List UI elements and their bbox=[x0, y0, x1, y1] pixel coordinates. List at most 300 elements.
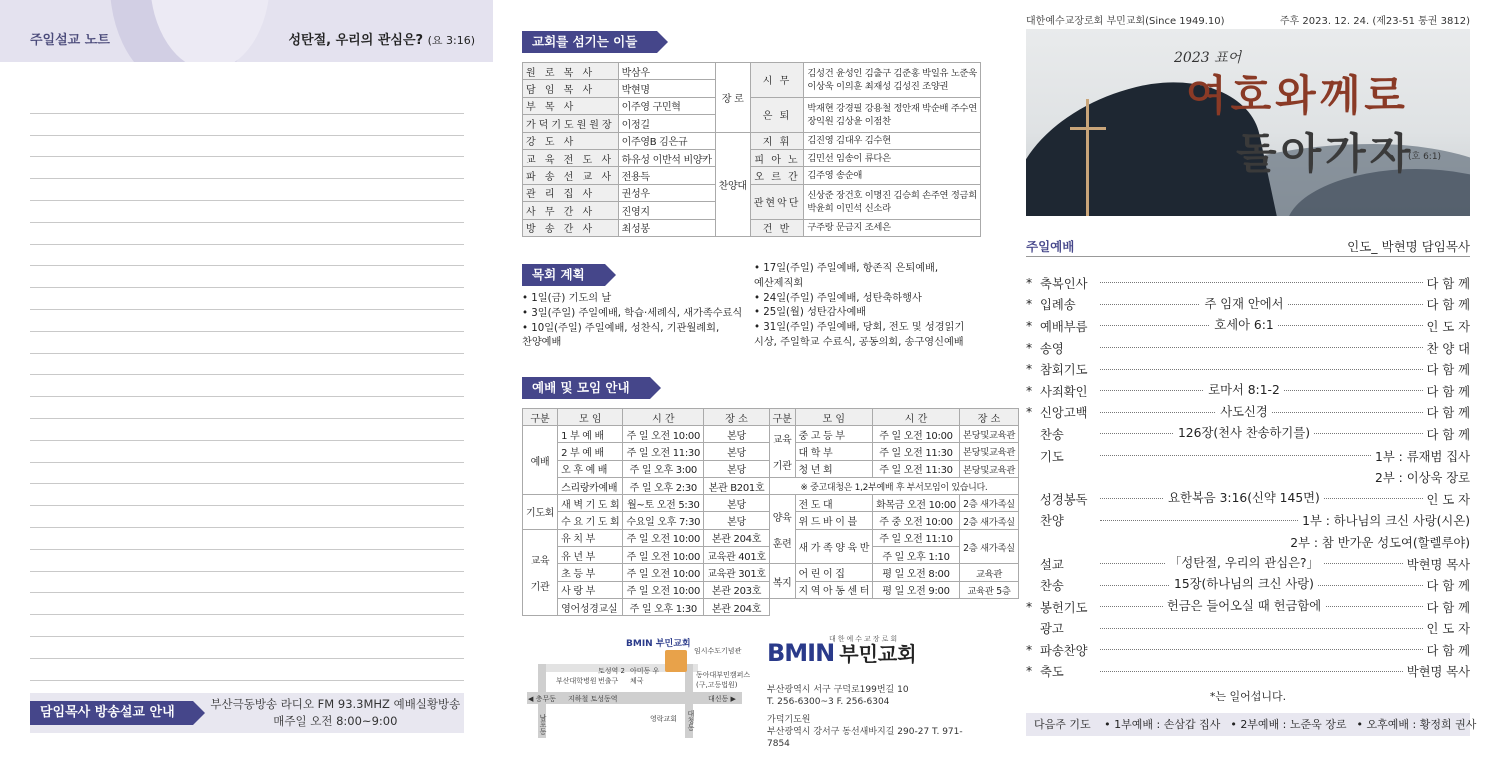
note-line[interactable] bbox=[30, 136, 464, 158]
sermon-notes-panel bbox=[0, 0, 493, 765]
schedule-header: 시 간 bbox=[873, 409, 960, 426]
dotted-leader bbox=[1100, 563, 1403, 564]
next-week-item: • 2부예배 : 노준욱 장로 bbox=[1230, 718, 1347, 731]
staff-name: 이정길 bbox=[618, 115, 715, 132]
plan-item: • 24일(주일) 주일예배, 성탄축하행사 bbox=[754, 292, 922, 304]
meeting-place: 본당 bbox=[704, 460, 770, 477]
worship-order-content-text: 15장(하나님의 크신 사랑) bbox=[1170, 577, 1318, 591]
meeting-place: 본당 bbox=[704, 495, 770, 512]
schedule-row bbox=[523, 564, 1019, 581]
staff-section-title: 교회를 섬기는 이들 bbox=[522, 31, 657, 53]
meeting-time: 평 일 오전 8:00 bbox=[873, 564, 960, 581]
meeting-place: 본관 204호 bbox=[704, 598, 770, 615]
stand-marker: * bbox=[1026, 297, 1033, 312]
meeting-time: 주 일 오전 10:00 bbox=[623, 547, 704, 564]
meeting-name: 사 랑 부 bbox=[558, 581, 623, 598]
meeting-name: 유 치 부 bbox=[558, 529, 623, 546]
meeting-place: 본관 203호 bbox=[704, 581, 770, 598]
sermon-notes-header bbox=[0, 0, 493, 62]
map-label: 영락교회 bbox=[650, 715, 678, 723]
group-members bbox=[804, 184, 981, 219]
note-line[interactable] bbox=[30, 375, 464, 397]
meeting-place: 2층 새가족실 bbox=[959, 495, 1018, 512]
schedule-header: 시 간 bbox=[623, 409, 704, 426]
worship-order-item bbox=[1026, 618, 1470, 640]
stand-marker: * bbox=[1026, 599, 1033, 614]
meeting-name: 위 드 바 이 블 bbox=[795, 512, 873, 529]
stand-marker: * bbox=[1026, 642, 1033, 657]
worship-order-list bbox=[1026, 272, 1470, 682]
member-line: 김진영 김대우 김수현 bbox=[807, 135, 891, 147]
worship-order-item bbox=[1026, 445, 1470, 467]
worship-order-who: 다 함 께 bbox=[1426, 384, 1470, 399]
note-line[interactable] bbox=[30, 419, 464, 441]
stand-marker: * bbox=[1026, 275, 1033, 290]
meeting-time: 월~토 오전 5:30 bbox=[623, 495, 704, 512]
meeting-time: 주 일 오전 11:30 bbox=[623, 443, 704, 460]
meeting-time: 주 일 오후 1:10 bbox=[873, 547, 960, 564]
meeting-time: 주 중 오전 10:00 bbox=[873, 512, 960, 529]
staff-role: 방 송 간 사 bbox=[523, 219, 619, 236]
note-line[interactable] bbox=[30, 92, 464, 114]
member-line: 구주랑 문금지 조세은 bbox=[807, 222, 891, 234]
group-label-line: 복지 bbox=[772, 577, 792, 589]
schedule-group bbox=[523, 529, 558, 615]
worship-order-name: 성경봉독 bbox=[1040, 492, 1088, 507]
member-line: 김성건 윤성인 김출구 김준홍 박일유 노준욱 bbox=[807, 67, 977, 79]
group-role: 오 르 간 bbox=[750, 167, 804, 184]
schedule-header: 구분 bbox=[769, 409, 795, 426]
worship-order-name: 설교 bbox=[1040, 557, 1064, 572]
stand-marker: * bbox=[1026, 340, 1033, 355]
plan-list-left bbox=[522, 292, 752, 351]
worship-order-name: 예배부름 bbox=[1040, 319, 1088, 334]
banner-line1: 여호와께로 bbox=[1186, 71, 1409, 120]
worship-order-name: 신앙고백 bbox=[1040, 406, 1088, 421]
worship-order-item bbox=[1026, 510, 1470, 532]
plan-item: • 3일(주일) 주일예배, 학습·세례식, 새가족수료식 bbox=[522, 307, 743, 319]
note-line[interactable] bbox=[30, 637, 464, 659]
staff-row bbox=[523, 132, 981, 149]
worship-order-name: 축복인사 bbox=[1040, 276, 1088, 291]
worship-order-content-text: 126장(천사 찬송하기를) bbox=[1174, 426, 1314, 440]
schedule-group bbox=[523, 495, 558, 530]
meeting-name: 새 벽 기 도 회 bbox=[558, 495, 623, 512]
dotted-leader bbox=[1100, 455, 1371, 456]
banner-year: 2023 표어 bbox=[1174, 50, 1242, 66]
plan-item: • 17일(주일) 주일예배, 항존직 은퇴예배, bbox=[754, 263, 939, 274]
dotted-leader bbox=[1100, 304, 1423, 305]
worship-order-name: 기도 bbox=[1040, 449, 1064, 464]
note-line[interactable] bbox=[30, 332, 464, 354]
worship-order-who: 다 함 께 bbox=[1426, 363, 1470, 378]
dotted-leader bbox=[1100, 325, 1423, 326]
note-line[interactable] bbox=[30, 463, 464, 485]
schedule-group bbox=[769, 495, 795, 564]
schedule-row bbox=[523, 598, 1019, 615]
map-label-church: BMIN 부민교회 bbox=[626, 639, 691, 649]
note-line[interactable] bbox=[30, 572, 464, 594]
worship-order-item bbox=[1026, 531, 1470, 553]
group-role: 시 무 bbox=[750, 63, 804, 98]
church-info-panel bbox=[522, 0, 1016, 765]
worship-order-name: 참회기도 bbox=[1040, 363, 1088, 378]
note-line[interactable] bbox=[30, 659, 464, 681]
meeting-time: 주 일 오전 11:30 bbox=[873, 460, 960, 477]
map-label: 임시수도기념관 bbox=[694, 647, 742, 655]
plan-item: • 10일(주일) 주일예배, 성찬식, 기관월례회, bbox=[522, 322, 720, 334]
note-lines[interactable] bbox=[30, 92, 464, 681]
staff-role: 원 로 목 사 bbox=[523, 63, 619, 80]
sermon-title: 성탄절, 우리의 관심은? (요 3:16) bbox=[288, 33, 475, 48]
prayer-house-address: 가덕기도원 부산광역시 강서구 동선새바지길 290-27 T. 971-7854 bbox=[767, 715, 963, 749]
map-label: 대신동 ▶ bbox=[708, 695, 736, 703]
plan-item: • 31일(주일) 주일예배, 당회, 전도 및 성경읽기 bbox=[754, 322, 965, 334]
worship-order-who: 찬 양 대 bbox=[1426, 341, 1470, 356]
dotted-leader bbox=[1100, 606, 1423, 607]
note-line[interactable] bbox=[30, 245, 464, 267]
worship-order-content-text: 요한복음 3:16(신약 145면) bbox=[1164, 491, 1324, 505]
meeting-name: 청 년 회 bbox=[795, 460, 873, 477]
motto-banner bbox=[1026, 29, 1470, 216]
staff-role: 가덕기도원원장 bbox=[523, 115, 619, 132]
group-label-line: 예배 bbox=[530, 456, 550, 468]
map-label: 지하철 토성동역 bbox=[568, 695, 618, 703]
plan-item: • 25일(월) 성탄감사예배 bbox=[754, 307, 867, 319]
meeting-place: 본당및교육관 bbox=[959, 426, 1018, 443]
meeting-place: 교육관 401호 bbox=[704, 547, 770, 564]
group-role: 관현악단 bbox=[750, 184, 804, 219]
broadcast-text: 부산극동방송 라디오 FM 93.3MHZ 예배실황방송 매주일 오전 8:00~9:00 bbox=[210, 697, 461, 728]
note-line[interactable] bbox=[30, 550, 464, 572]
dotted-leader bbox=[1100, 433, 1423, 434]
worship-title: 주일예배 bbox=[1026, 239, 1075, 254]
plan-list-right bbox=[754, 262, 969, 351]
map-label: ◀ 충무동 bbox=[528, 695, 556, 703]
church-building-icon bbox=[665, 650, 687, 672]
note-line[interactable] bbox=[30, 114, 464, 136]
staff-row bbox=[523, 184, 981, 201]
member-line: 김주영 송순애 bbox=[807, 170, 863, 182]
staff-name: 박현명 bbox=[618, 80, 715, 97]
schedule-row bbox=[523, 426, 1019, 443]
group-label-line: 기관 bbox=[772, 460, 792, 472]
meeting-place: 2층 새가족실 bbox=[959, 529, 1018, 564]
worship-order-item bbox=[1026, 315, 1470, 337]
meeting-time: 주 일 오전 11:30 bbox=[873, 443, 960, 460]
stand-marker: * bbox=[1026, 664, 1033, 679]
group-role: 지 휘 bbox=[750, 132, 804, 149]
schedule-group bbox=[769, 564, 795, 599]
church-address: 부산광역시 서구 구덕로199번길 10 T. 256-6300~3 F. 256-6304 bbox=[767, 685, 909, 707]
dotted-leader bbox=[1100, 520, 1298, 521]
staff-row bbox=[523, 97, 981, 114]
note-line[interactable] bbox=[30, 354, 464, 376]
map-label: 대청동 bbox=[687, 710, 695, 731]
schedule-table bbox=[522, 408, 1019, 616]
note-line[interactable] bbox=[30, 593, 464, 615]
note-line[interactable] bbox=[30, 223, 464, 245]
meeting-time: 수요일 오후 7:30 bbox=[623, 512, 704, 529]
group-label-line: 교육 bbox=[772, 434, 792, 446]
group-role: 피 아 노 bbox=[750, 149, 804, 166]
staff-row bbox=[523, 219, 981, 236]
banner-ref: (호 6:1) bbox=[1408, 152, 1442, 162]
note-line[interactable] bbox=[30, 528, 464, 550]
worship-order-content-text: 헌금은 들어오실 때 헌금함에 bbox=[1163, 599, 1325, 613]
worship-order-item bbox=[1026, 488, 1470, 510]
meeting-time: 주 일 오전 10:00 bbox=[623, 581, 704, 598]
next-week-item: • 1부예배 : 손삼갑 집사 bbox=[1104, 718, 1221, 731]
note-line[interactable] bbox=[30, 484, 464, 506]
map-label: 동아대부민캠퍼스 (구,고등법원) bbox=[696, 671, 751, 689]
staff-role: 관 리 집 사 bbox=[523, 184, 619, 201]
worship-order-who: 박현명 목사 bbox=[1406, 557, 1470, 572]
worship-order-name: 봉헌기도 bbox=[1040, 600, 1088, 615]
note-line[interactable] bbox=[30, 615, 464, 637]
issue-date: 주후 2023. 12. 24. (제23-51 통권 3812) bbox=[1279, 16, 1470, 27]
group-label-line: 기관 bbox=[530, 582, 550, 594]
stand-marker: * bbox=[1026, 318, 1033, 333]
next-week-label: 다음주 기도 bbox=[1034, 718, 1091, 731]
meeting-name: 1 부 예 배 bbox=[558, 426, 623, 443]
logo-name: 부민교회 bbox=[839, 642, 917, 666]
staff-name: 하유성 이반석 비양카 bbox=[618, 149, 715, 166]
meeting-place: 교육관 5층 bbox=[959, 581, 1018, 598]
group-label-line bbox=[773, 524, 792, 535]
worship-order-who: 1부 : 류재범 집사 bbox=[1375, 449, 1470, 464]
meeting-name: 초 등 부 bbox=[558, 564, 623, 581]
worship-order-who: 인 도 자 bbox=[1426, 492, 1470, 507]
note-line[interactable] bbox=[30, 310, 464, 332]
worship-order-name: 찬송 bbox=[1040, 427, 1064, 442]
staff-table bbox=[522, 62, 981, 237]
worship-order-item bbox=[1026, 639, 1470, 661]
meeting-time: 주 일 오전 10:00 bbox=[623, 529, 704, 546]
meeting-place: 본관 204호 bbox=[704, 529, 770, 546]
stand-marker: * bbox=[1026, 383, 1033, 398]
meeting-name: 지 역 아 동 센 터 bbox=[795, 581, 873, 598]
note-line[interactable] bbox=[30, 157, 464, 179]
worship-order-who: 1부 : 하나님의 크신 사랑(시온) bbox=[1302, 514, 1470, 529]
worship-order-item bbox=[1026, 272, 1470, 294]
worship-order-who: 2부 : 참 반가운 성도여(할렐루야) bbox=[1290, 535, 1470, 550]
map-label: 토성역 2번출구 bbox=[598, 667, 625, 685]
sermon-notes-title: 주일설교 노트 bbox=[30, 33, 110, 48]
group-members bbox=[804, 63, 981, 98]
worship-order-who: 다 함 께 bbox=[1426, 298, 1470, 313]
worship-order-item bbox=[1026, 466, 1470, 488]
worship-order-name: 축도 bbox=[1040, 665, 1064, 680]
meeting-place: 본관 B201호 bbox=[704, 477, 770, 494]
meeting-name: 수 요 기 도 회 bbox=[558, 512, 623, 529]
meeting-time: 주 일 오전 11:10 bbox=[873, 529, 960, 546]
dotted-leader bbox=[1100, 282, 1423, 283]
schedule-note: ※ 중고대청은 1,2부예배 후 부서모임이 있습니다. bbox=[769, 477, 1018, 494]
note-line[interactable] bbox=[30, 506, 464, 528]
stand-marker: * bbox=[1026, 362, 1033, 377]
schedule-header: 구분 bbox=[523, 409, 558, 426]
schedule-header: 장 소 bbox=[959, 409, 1018, 426]
worship-order-item bbox=[1026, 358, 1470, 380]
worship-order-item bbox=[1026, 574, 1470, 596]
logo-subtitle: 대한예수교장로회 bbox=[829, 635, 900, 643]
meeting-place: 교육관 301호 bbox=[704, 564, 770, 581]
worship-order-name: 찬양 bbox=[1040, 514, 1064, 529]
group-label-line: 양육 bbox=[772, 512, 792, 524]
schedule-section-title: 예배 및 모임 안내 bbox=[522, 377, 650, 399]
worship-order-item bbox=[1026, 402, 1470, 424]
staff-role: 파 송 선 교 사 bbox=[523, 167, 619, 184]
schedule-group bbox=[523, 426, 558, 495]
dotted-leader bbox=[1100, 369, 1423, 370]
meeting-name: 중 고 등 부 bbox=[795, 426, 873, 443]
church-logo bbox=[767, 635, 917, 667]
meeting-time: 주 일 오후 1:30 bbox=[623, 598, 704, 615]
group-members bbox=[804, 219, 981, 236]
worship-order-who: 박현명 목사 bbox=[1406, 665, 1470, 680]
worship-order-content-text: 주 임재 안에서 bbox=[1200, 297, 1287, 311]
group-label-line: 교육 bbox=[530, 556, 550, 568]
staff-name: 최성봉 bbox=[618, 219, 715, 236]
next-week-prayer bbox=[1026, 713, 1477, 736]
worship-leader: 인도_ 박현명 담임목사 bbox=[1347, 239, 1470, 254]
map-label: 부산대학병원 bbox=[556, 677, 597, 685]
staff-name: 진영지 bbox=[618, 202, 715, 219]
meeting-place: 본당및교육관 bbox=[959, 460, 1018, 477]
dotted-leader bbox=[1100, 390, 1423, 391]
note-line[interactable] bbox=[30, 397, 464, 419]
worship-order-item bbox=[1026, 380, 1470, 402]
broadcast-info bbox=[30, 693, 464, 733]
worship-header bbox=[1026, 237, 1470, 257]
staff-row bbox=[523, 149, 981, 166]
plan-section-title: 목회 계획 bbox=[522, 264, 605, 286]
worship-order-name: 송영 bbox=[1040, 341, 1064, 356]
staff-name: 권성우 bbox=[618, 184, 715, 201]
church-name-since: 대한예수교장로회 부민교회(Since 1949.10) bbox=[1026, 16, 1225, 27]
sermon-ref: (요 3:16) bbox=[427, 34, 475, 47]
member-line: 김민선 임송이 류다은 bbox=[807, 152, 891, 164]
group-role: 은 퇴 bbox=[750, 97, 804, 132]
elder-group-label: 장 로 bbox=[715, 63, 750, 133]
staff-name: 박삼우 bbox=[618, 63, 715, 80]
meeting-place: 2층 새가족실 bbox=[959, 512, 1018, 529]
worship-order-item bbox=[1026, 553, 1470, 575]
meeting-name: 스리랑카예배 bbox=[558, 477, 623, 494]
worship-order-who: 2부 : 이상욱 장로 bbox=[1375, 471, 1470, 486]
meeting-name: 유 년 부 bbox=[558, 547, 623, 564]
worship-order-who: 다 함 께 bbox=[1426, 406, 1470, 421]
worship-order-who: 인 도 자 bbox=[1426, 622, 1470, 637]
worship-order-name: 입례송 bbox=[1040, 298, 1076, 313]
worship-order-name: 파송찬양 bbox=[1040, 643, 1088, 658]
map-label: 남포동 bbox=[539, 714, 547, 735]
schedule-header: 모 임 bbox=[558, 409, 623, 426]
staff-role: 부 목 사 bbox=[523, 97, 619, 114]
dotted-leader bbox=[1100, 585, 1423, 586]
meeting-name: 오 후 예 배 bbox=[558, 460, 623, 477]
staff-role: 강 도 사 bbox=[523, 132, 619, 149]
member-line: 박재현 강경필 강용철 정안재 박순배 주수연 bbox=[807, 102, 977, 114]
group-members bbox=[804, 132, 981, 149]
staff-row bbox=[523, 167, 981, 184]
meeting-time: 주 일 오후 3:00 bbox=[623, 460, 704, 477]
worship-order-content-text: 로마서 8:1-2 bbox=[1204, 383, 1284, 397]
group-members bbox=[804, 167, 981, 184]
member-line: 신상준 장건호 이명진 김승희 손주연 정금희 bbox=[807, 189, 977, 201]
group-members bbox=[804, 97, 981, 132]
note-line[interactable] bbox=[30, 266, 464, 288]
dotted-leader bbox=[1100, 671, 1403, 672]
worship-order-panel bbox=[1026, 0, 1477, 765]
group-label-line bbox=[526, 567, 554, 578]
worship-order-content-text: 사도신경 bbox=[1216, 405, 1272, 419]
meeting-place: 본당및교육관 bbox=[959, 443, 1018, 460]
meeting-name: 영어성경교실 bbox=[558, 598, 623, 615]
meeting-name: 새 가 족 양 육 반 bbox=[795, 529, 873, 564]
broadcast-tab: 담임목사 방송설교 안내 bbox=[30, 701, 193, 725]
schedule-header: 장 소 bbox=[704, 409, 770, 426]
worship-order-who: 다 함 께 bbox=[1426, 276, 1470, 291]
logo-bm: BMIN bbox=[767, 639, 835, 667]
worship-order-content-text: 호세아 6:1 bbox=[1210, 318, 1277, 332]
plan-item: 찬양예배 bbox=[522, 337, 562, 349]
member-line: 이상욱 이의훈 최재성 김성진 조양권 bbox=[807, 80, 949, 92]
meeting-time: 주 일 오전 10:00 bbox=[873, 426, 960, 443]
member-line: 장익원 김상윤 이점찬 bbox=[807, 115, 891, 127]
worship-order-item bbox=[1026, 294, 1470, 316]
meeting-time: 화목금 오전 10:00 bbox=[873, 495, 960, 512]
worship-order-item bbox=[1026, 423, 1470, 445]
worship-order-item bbox=[1026, 337, 1470, 359]
staff-name: 이주영 구민혁 bbox=[618, 97, 715, 114]
dotted-leader bbox=[1100, 649, 1423, 650]
note-line[interactable] bbox=[30, 288, 464, 310]
worship-order-name: 광고 bbox=[1040, 622, 1064, 637]
meeting-place: 교육관 bbox=[959, 564, 1018, 581]
staff-name: 전용득 bbox=[618, 167, 715, 184]
worship-order-item bbox=[1026, 596, 1470, 618]
group-role: 건 반 bbox=[750, 219, 804, 236]
schedule-row bbox=[523, 495, 1019, 512]
dotted-leader bbox=[1100, 412, 1423, 413]
dotted-leader bbox=[1100, 347, 1423, 348]
note-line[interactable] bbox=[30, 441, 464, 463]
location-map bbox=[522, 630, 762, 740]
worship-order-name: 찬송 bbox=[1040, 579, 1064, 594]
meeting-place: 본당 bbox=[704, 512, 770, 529]
meeting-place: 본당 bbox=[704, 443, 770, 460]
worship-order-content-text: 「성탄절, 우리의 관심은?」 bbox=[1165, 556, 1323, 570]
group-label-line: 기도회 bbox=[526, 508, 555, 520]
schedule-header: 모 임 bbox=[795, 409, 873, 426]
banner-line2: 돌아가자 bbox=[1236, 129, 1415, 178]
stand-note: *는 일어섭니다. bbox=[1209, 690, 1287, 703]
next-week-item: • 오후예배 : 황정희 권사 bbox=[1356, 718, 1477, 731]
staff-role: 교 육 전 도 사 bbox=[523, 149, 619, 166]
member-line: 박윤희 이민석 신소라 bbox=[807, 202, 891, 214]
worship-order-who: 다 함 께 bbox=[1426, 600, 1470, 615]
worship-order-who: 다 함 께 bbox=[1426, 579, 1470, 594]
schedule-row bbox=[523, 477, 1019, 494]
note-line[interactable] bbox=[30, 201, 464, 223]
meeting-time: 주 일 오후 2:30 bbox=[623, 477, 704, 494]
meeting-time: 주 일 오전 10:00 bbox=[623, 564, 704, 581]
schedule-group bbox=[769, 426, 795, 478]
note-line[interactable] bbox=[30, 179, 464, 201]
group-members bbox=[804, 149, 981, 166]
